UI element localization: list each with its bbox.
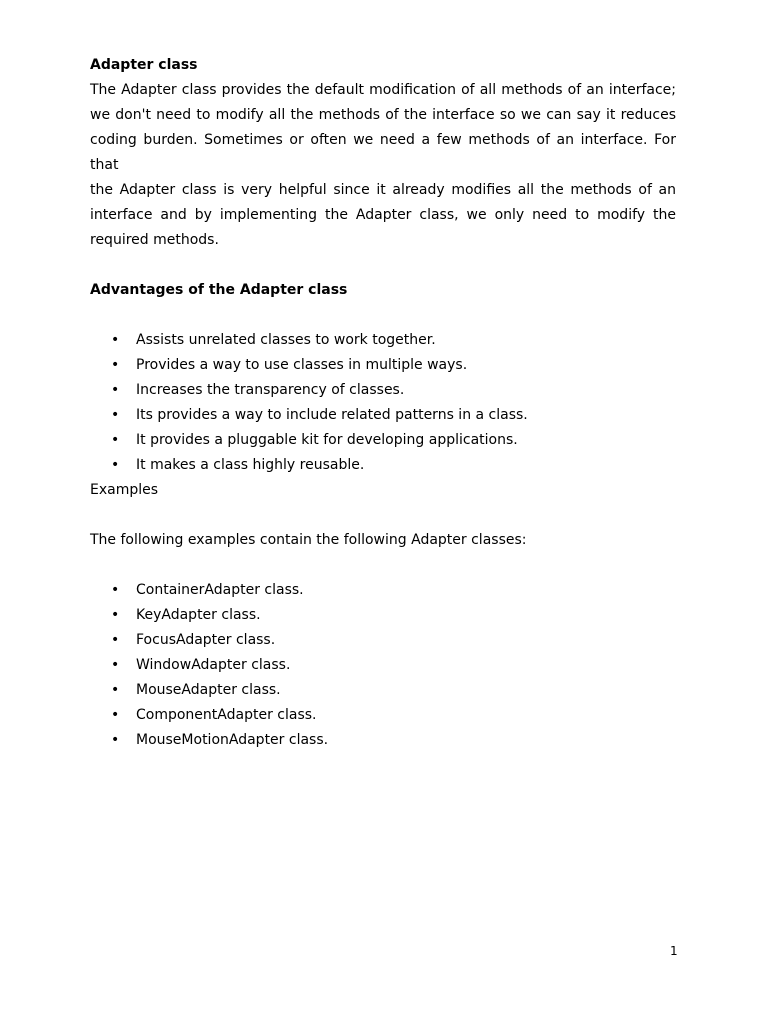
list-item: [90, 403, 676, 428]
list-item-text: Provides a way to use classes in multiple ways.: [136, 357, 468, 373]
list-item-text: KeyAdapter class.: [136, 607, 261, 623]
bullet-icon: •: [111, 607, 120, 623]
page-number: 1: [670, 944, 678, 958]
examples-label: Examples: [90, 482, 159, 498]
paragraph-line: The Adapter class provides the default modification of all methods of an interface;: [90, 82, 676, 98]
list-item: [90, 653, 676, 678]
bullet-icon: •: [111, 632, 120, 648]
paragraph-line: interface and by implementing the Adapter class, we only need to modify the: [90, 207, 676, 223]
bullet-icon: •: [111, 707, 120, 723]
list-item-text: Assists unrelated classes to work together.: [136, 332, 436, 348]
list-item-text: ContainerAdapter class.: [136, 582, 304, 598]
blank-line: [90, 553, 676, 578]
list-item: [90, 603, 676, 628]
bullet-icon: •: [111, 357, 120, 373]
bullet-icon: •: [111, 457, 120, 473]
list-item-text: It makes a class highly reusable.: [136, 457, 365, 473]
list-item-text: Increases the transparency of classes.: [136, 382, 405, 398]
list-item: [90, 728, 676, 753]
bullet-icon: •: [111, 382, 120, 398]
paragraph-line: the Adapter class is very helpful since it already modifies all the methods of an: [90, 182, 676, 198]
intro-paragraph: [90, 78, 676, 253]
section-heading-adapter-class: Adapter class: [90, 57, 198, 73]
bullet-icon: •: [111, 332, 120, 348]
bullet-icon: •: [111, 407, 120, 423]
list-item: [90, 453, 676, 478]
bullet-icon: •: [111, 432, 120, 448]
paragraph-line: required methods.: [90, 232, 219, 248]
section-heading-advantages: Advantages of the Adapter class: [90, 282, 348, 298]
list-item-text: It provides a pluggable kit for developing applications.: [136, 432, 518, 448]
list-item: [90, 428, 676, 453]
blank-line: [90, 303, 676, 328]
list-item: [90, 678, 676, 703]
list-item-text: ComponentAdapter class.: [136, 707, 317, 723]
advantages-list: [90, 328, 676, 478]
list-item-text: WindowAdapter class.: [136, 657, 291, 673]
paragraph-line: coding burden. Sometimes or often we need a few methods of an interface. For that: [90, 132, 676, 173]
list-item: [90, 578, 676, 603]
list-item: [90, 353, 676, 378]
paragraph-line: we don't need to modify all the methods of the interface so we can say it reduces: [90, 107, 676, 123]
bullet-icon: •: [111, 657, 120, 673]
adapter-classes-list: [90, 578, 676, 753]
list-item: [90, 628, 676, 653]
bullet-icon: •: [111, 682, 120, 698]
list-item: [90, 703, 676, 728]
list-item-text: MouseMotionAdapter class.: [136, 732, 329, 748]
list-item-text: Its provides a way to include related patterns in a class.: [136, 407, 528, 423]
list-item: [90, 328, 676, 353]
list-item-text: MouseAdapter class.: [136, 682, 281, 698]
list-item-text: FocusAdapter class.: [136, 632, 276, 648]
list-item: [90, 378, 676, 403]
bullet-icon: •: [111, 732, 120, 748]
examples-intro: The following examples contain the following Adapter classes:: [90, 532, 527, 548]
blank-line: [90, 503, 676, 528]
bullet-icon: •: [111, 582, 120, 598]
document-page: [90, 53, 676, 753]
blank-line: [90, 253, 676, 278]
